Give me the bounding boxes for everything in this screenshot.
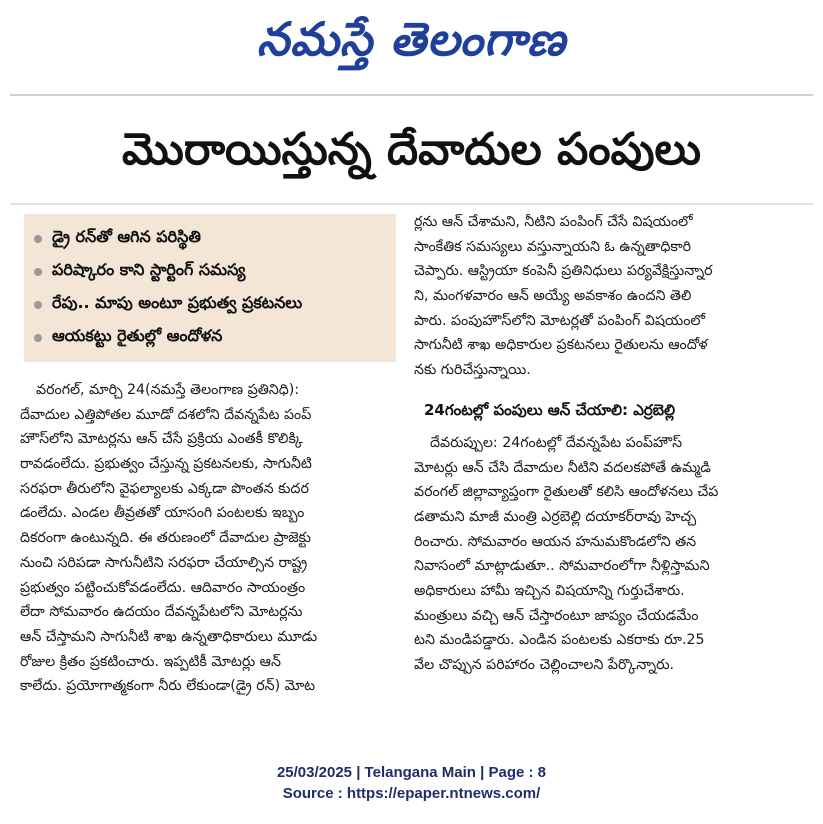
body-line: దికరంగా ఉంటున్నది. ఈ తరుణంలో దేవాదుల ప్రాజెక్టు	[20, 530, 311, 547]
bullet-icon	[34, 334, 42, 342]
bullet-icon	[34, 235, 42, 243]
article-headline: మొరాయిస్తున్న దేవాదుల పంపులు	[122, 124, 701, 175]
body-line: నుంచి సరిపడా సాగునీటిని సరఫరా చేయాల్సిన రాష్ట్ర	[20, 554, 308, 571]
highlight-text: ఆయకట్టు రైతుల్లో ఆందోళన	[52, 326, 223, 345]
footer-date-line: 25/03/2025 | Telangana Main | Page : 8	[276, 764, 547, 781]
body-line: మోటర్లు ఆన్ చేసి దేవాదుల నీటిని వదలకపోతే ఉమ్మడి	[414, 459, 711, 476]
body-line: నివాసంలో మాట్లాడుతూ.. సోమవారంలోగా నీళ్లిస్తామని	[414, 558, 710, 575]
body-line: వరంగల్ జిల్లావ్యాప్తంగా రైతులతో కలిసి ఆందోళనలు చేప	[414, 484, 719, 501]
body-line: సరఫరా తీరులోని వైఫల్యాలకు ఎక్కడా పొంతన కుదర	[20, 480, 309, 497]
body-line: అధికారులు హామీ ఇచ్చిన విషయాన్ని గుర్తుచేశారు.	[414, 582, 685, 599]
body-line: పారు. పంపుహౌస్‌లోని మోటర్లతో పంపింగ్ విషయంలో	[414, 312, 706, 329]
highlight-item	[34, 222, 386, 255]
highlights-box	[24, 214, 396, 362]
body-line: చెప్పారు. ఆస్ట్రియా కంపెనీ ప్రతినిధులు పర్యవేక్షిస్తున్నార	[414, 263, 713, 280]
body-line: దేవరుప్పుల: 24గంటల్లో దేవన్నపేట పంప్‌హౌస్	[430, 434, 683, 451]
body-line: ప్రభుత్వం పట్టించుకోవడంలేదు. ఆదివారం సాయంత్రం	[20, 579, 306, 596]
left-column	[20, 378, 396, 699]
divider	[10, 203, 813, 205]
highlight-item	[34, 321, 386, 354]
body-line: రావడంలేదు. ప్రభుత్వం చేస్తున్న ప్రకటనలకు, సాగునీటి	[20, 456, 312, 473]
body-line: ర్లను ఆన్ చేశామని, నీటిని పంపింగ్ చేసే విషయంలో	[414, 214, 693, 230]
body-line: ఆన్ చేస్తామని సాగునీటి శాఖ ఉన్నతాధికారులు మూడు	[20, 628, 318, 645]
footer	[0, 762, 823, 804]
body-line: టని మండిపడ్డారు. ఎండిన పంటలకు ఎకరాకు రూ.25	[414, 632, 705, 649]
body-line: మంత్రులు వచ్చి ఆన్ చేస్తారంటూ జాప్యం చేయడమేం	[414, 607, 699, 624]
highlight-item	[34, 288, 386, 321]
divider	[10, 94, 813, 96]
right-column	[414, 210, 804, 678]
masthead	[0, 0, 823, 90]
masthead-logo: నమస్తే తెలంగాణ	[256, 12, 567, 66]
highlight-text: డ్రై రన్‌తో ఆగిన పరిస్థితి	[52, 227, 201, 246]
body-line: నకు గురిచేస్తున్నాయి.	[414, 362, 531, 379]
body-line: హౌస్‌లోని మోటర్లను ఆన్ చేసే ప్రక్రియ ఎంతకీ కొలిక్కి	[20, 431, 303, 448]
body-line: వేల చొప్పున పరిహారం చెల్లించాలని పేర్కొన్నారు.	[414, 657, 674, 673]
body-line: కాలేదు. ప్రయోగాత్మకంగా నీరు లేకుండా(డ్రై రన్) మోట	[20, 678, 316, 695]
body-line: రోజుల క్రితం ప్రకటించారు. ఇప్పటికీ మోటర్లు ఆన్	[20, 653, 281, 670]
highlight-text: పరిష్కారం కాని స్టార్టింగ్ సమస్య	[52, 260, 246, 279]
body-line: డంలేదు. ఎండల తీవ్రతతో యాసంగి పంటలకు ఇబ్బం	[20, 505, 305, 522]
body-line: సాగునీటి శాఖ అధికారుల ప్రకటనలు రైతులను ఆందోళ	[414, 337, 708, 354]
body-line: ని, మంగళవారం ఆన్ అయ్యే అవకాశం ఉందని తెలి	[414, 288, 692, 305]
body-line: సాంకేతిక సమస్యలు వస్తున్నాయని ఓ ఉన్నతాధికారి	[414, 238, 692, 255]
highlight-text: రేపు.. మాపు అంటూ ప్రభుత్వ ప్రకటనలు	[52, 293, 303, 312]
body-line: లేదా సోమవారం ఉదయం దేవన్నపేటలోని మోటర్లను	[20, 604, 303, 621]
body-line: దేవాదుల ఎత్తిపోతల మూడో దశలోని దేవన్నపేట పంప్	[20, 406, 312, 423]
footer-source-line: Source : https://epaper.ntnews.com/	[282, 785, 541, 802]
article-subheading: 24గంటల్లో పంపులు ఆన్ చేయాలి: ఎర్రబెల్లి	[424, 400, 675, 419]
highlight-item	[34, 255, 386, 288]
body-line: డతామని మాజీ మంత్రి ఎర్రబెల్లి దయాకర్‌రావు హెచ్చ	[414, 508, 697, 525]
body-line: వరంగల్, మార్చి 24(నమస్తే తెలంగాణ ప్రతినిధి):	[36, 382, 300, 398]
body-line: రించారు. సోమవారం ఆయన హనుమకొండలోని తన	[414, 533, 697, 550]
bullet-icon	[34, 301, 42, 309]
bullet-icon	[34, 268, 42, 276]
